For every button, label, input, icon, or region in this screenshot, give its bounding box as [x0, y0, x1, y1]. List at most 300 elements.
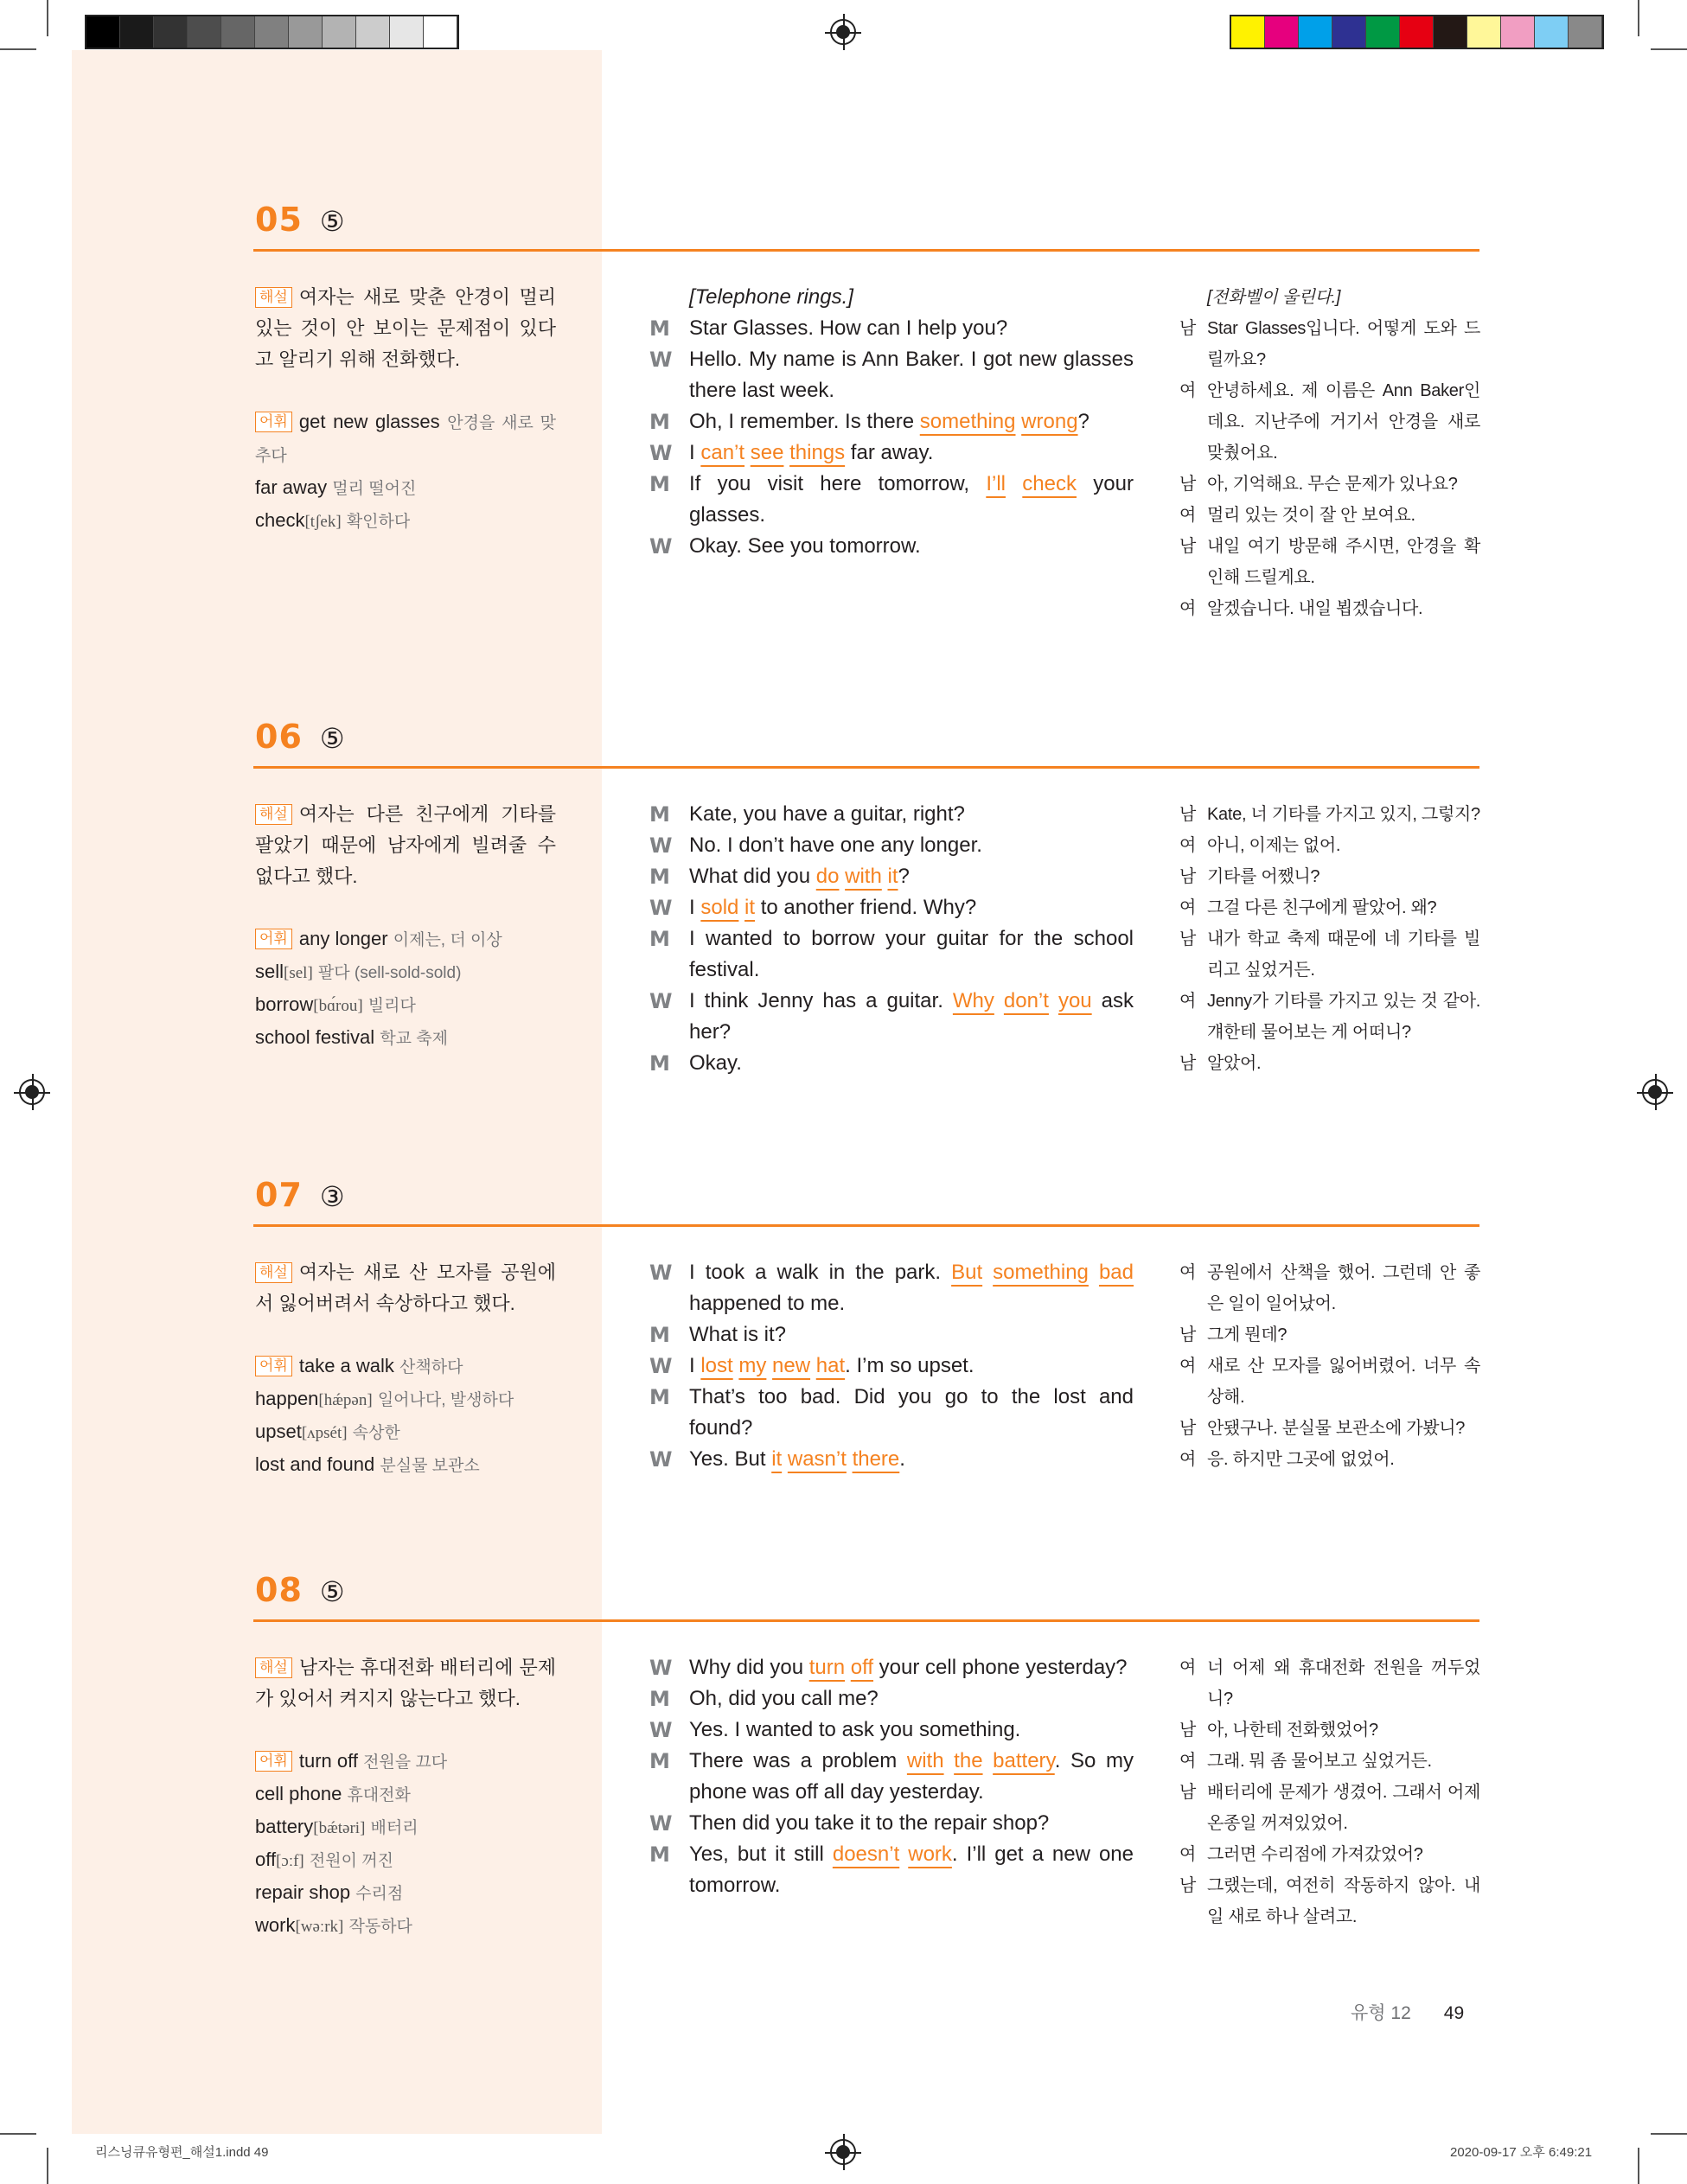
translation-text: 그래. 뭐 좀 물어보고 싶었거든. — [1207, 1752, 1432, 1771]
translation-text: 아, 나한테 전화했었어? — [1207, 1721, 1378, 1740]
translation-line — [1179, 500, 1480, 531]
speaker-label: W — [649, 1261, 673, 1285]
translation-speaker: 여 — [1179, 1450, 1197, 1469]
translation-line — [1179, 1413, 1480, 1444]
speaker-label: W — [649, 441, 673, 465]
speaker-label: M — [649, 316, 670, 341]
dictation-answer: off — [850, 1656, 874, 1679]
dictation-answer: it — [744, 896, 756, 919]
vocab-phonetic: [bɑ́rou] — [313, 997, 363, 1015]
dictation-answer: something — [919, 410, 1016, 433]
vocab-term: any longer — [298, 928, 388, 949]
translation-line — [1179, 282, 1480, 313]
crop-mark — [0, 2133, 36, 2135]
vocab-term: get new glasses — [298, 411, 440, 432]
dictation-answer: can’t — [700, 441, 745, 464]
dictation-answer: with — [906, 1749, 944, 1772]
vocab-meaning: 안경을 새로 맞추다 — [255, 414, 556, 465]
dialogue-fragment — [782, 1447, 788, 1471]
section-divider — [253, 1224, 1479, 1227]
dialogue-line — [649, 282, 1134, 313]
vocab-item — [255, 1910, 556, 1943]
section-divider — [253, 249, 1479, 252]
dialogue-fragment: Oh, I remember. Is there — [689, 410, 920, 433]
dialogue-fragment — [810, 1354, 816, 1377]
dialogue-script — [649, 1652, 1134, 1901]
speaker-label: M — [649, 1749, 670, 1773]
dictation-answer: new — [772, 1354, 811, 1377]
vocab-meaning: 일어나다, 발생하다 — [377, 1391, 514, 1409]
vocab-term: upset — [255, 1421, 302, 1442]
translation-line — [1179, 1839, 1480, 1870]
dictation-answer: lost — [700, 1354, 733, 1377]
translation-speaker: 여 — [1179, 1658, 1197, 1677]
dialogue-text — [689, 1048, 1134, 1079]
speaker-label: M — [649, 1385, 670, 1409]
dialogue-fragment: Yes. But — [689, 1447, 772, 1471]
explanation-tag: 해설 — [255, 1262, 292, 1283]
translation-line — [1179, 313, 1480, 375]
dialogue-fragment: That’s too bad. Did you go to the lost and found? — [689, 1385, 1134, 1440]
vocab-item — [255, 1022, 556, 1055]
vocab-item — [255, 1416, 556, 1449]
vocab-phonetic: [ɔːf] — [276, 1852, 304, 1870]
translation-text: 그게 뭔데? — [1207, 1325, 1288, 1344]
vocab-meaning: 팔다 (sell-sold-sold) — [317, 964, 462, 982]
dictation-answer: my — [738, 1354, 767, 1377]
vocab-meaning: 학교 축제 — [380, 1030, 449, 1048]
dialogue-fragment: I — [689, 1354, 701, 1377]
dictation-answer: hat — [815, 1354, 846, 1377]
dialogue-line — [649, 406, 1134, 437]
crop-mark — [1638, 0, 1639, 36]
dictation-answer: check — [1022, 472, 1077, 495]
dialogue-fragment: Kate, you have a guitar, right? — [689, 802, 965, 826]
translation-text: 기타를 어쨌니? — [1207, 867, 1320, 886]
dialogue-text — [689, 1382, 1134, 1444]
dialogue-line — [649, 1715, 1134, 1746]
explanation-tag: 해설 — [255, 287, 292, 308]
vocab-meaning: 전원을 끄다 — [363, 1753, 448, 1772]
vocabulary-list — [255, 1746, 556, 1943]
translation-speaker: 여 — [1179, 1752, 1197, 1771]
type-label: 유형 12 — [1351, 2003, 1411, 2023]
dialogue-line — [649, 531, 1134, 562]
dialogue-text — [689, 830, 1134, 861]
vocab-term: far away — [255, 476, 328, 498]
translation-speaker: 여 — [1179, 992, 1197, 1011]
translation-speaker: 여 — [1179, 1263, 1197, 1282]
translation-line — [1179, 375, 1480, 469]
dialogue-text — [689, 1808, 1134, 1839]
vocab-meaning: 배터리 — [370, 1819, 419, 1837]
dialogue-text — [689, 1319, 1134, 1351]
translation-text: 안됐구나. 분실물 보관소에 가봤니? — [1207, 1419, 1466, 1438]
dialogue-text — [689, 469, 1134, 531]
explanation-block — [255, 282, 556, 538]
dialogue-fragment — [845, 1656, 851, 1679]
speaker-label: M — [649, 410, 670, 434]
crop-mark — [0, 48, 36, 50]
dictation-answer: something — [993, 1261, 1089, 1284]
crop-mark — [1638, 2148, 1639, 2184]
crop-mark — [1651, 2133, 1687, 2135]
translation-line — [1179, 923, 1480, 986]
dialogue-line — [649, 799, 1134, 830]
vocab-phonetic: [wəːrk] — [295, 1918, 344, 1936]
translation-text: Jenny가 기타를 가지고 있는 것 같아. 걔한테 물어보는 게 어떠니? — [1207, 992, 1480, 1042]
explanation-block — [255, 1257, 556, 1482]
explanation-text: 남자는 휴대전화 배터리에 문제가 있어서 켜지지 않는다고 했다. — [255, 1657, 556, 1709]
dialogue-line — [649, 1683, 1134, 1715]
vocab-term: school festival — [255, 1026, 375, 1048]
translation-text: 안녕하세요. 제 이름은 Ann Baker인데요. 지난주에 거기서 안경을 새로 맞췄어요. — [1207, 381, 1480, 463]
translation-speaker: 남 — [1179, 1783, 1197, 1802]
registration-mark-icon — [830, 2139, 856, 2165]
dialogue-fragment: There was a problem — [689, 1749, 907, 1772]
translation-speaker: 남 — [1179, 929, 1197, 948]
translation-line — [1179, 892, 1480, 923]
vocab-item — [255, 1746, 556, 1778]
dialogue-fragment: . I’m so upset. — [845, 1354, 974, 1377]
korean-translation — [1179, 799, 1480, 1079]
korean-translation — [1179, 1257, 1480, 1475]
translation-line — [1179, 1870, 1480, 1932]
answer-choice: ⑤ — [319, 1575, 345, 1608]
question-number: 06 — [255, 718, 303, 756]
section-divider — [253, 766, 1479, 769]
vocab-meaning: 속상한 — [352, 1424, 400, 1442]
vocab-meaning: 이제는, 더 이상 — [393, 931, 502, 949]
translation-line — [1179, 1777, 1480, 1839]
dictation-answer: wasn’t — [787, 1447, 847, 1471]
dialogue-fragment: . — [899, 1447, 905, 1471]
speaker-label: W — [649, 1447, 673, 1472]
dictation-answer: things — [789, 441, 846, 464]
speaker-label — [649, 282, 689, 313]
vocab-item — [255, 1383, 556, 1416]
section-header — [255, 1176, 345, 1214]
page-folio — [1351, 1999, 1464, 2025]
slug-file-info: 리스닝큐유형편_해설1.indd 49 — [95, 2145, 269, 2160]
dialogue-fragment: I wanted to borrow your guitar for the school festival. — [689, 927, 1134, 981]
explanation-tag: 해설 — [255, 1657, 292, 1678]
dialogue-text — [689, 861, 1134, 892]
dialogue-text — [689, 406, 1134, 437]
dictation-answer: don’t — [1003, 989, 1049, 1012]
translation-speaker: 남 — [1179, 1721, 1197, 1740]
dictation-answer: with — [845, 865, 882, 888]
dictation-answer: the — [954, 1749, 983, 1772]
dictation-answer: Why — [952, 989, 994, 1012]
dialogue-line — [649, 830, 1134, 861]
dialogue-fragment: Okay. See you tomorrow. — [689, 534, 921, 558]
vocab-term: work — [255, 1914, 296, 1936]
translation-text: 내일 여기 방문해 주시면, 안경을 확인해 드릴게요. — [1207, 537, 1480, 587]
dialogue-line — [649, 1808, 1134, 1839]
speaker-label: W — [649, 1718, 673, 1742]
speaker-label: M — [649, 1323, 670, 1347]
korean-translation — [1179, 1652, 1480, 1932]
dialogue-fragment: I — [689, 896, 701, 919]
crop-mark — [1651, 48, 1687, 50]
translation-line — [1179, 1444, 1480, 1475]
dialogue-fragment: I — [689, 441, 701, 464]
section-header — [255, 1571, 345, 1609]
explanation-paragraph — [255, 282, 556, 375]
translation-text: 너 어제 왜 휴대전화 전원을 꺼두었니? — [1207, 1658, 1480, 1708]
dialogue-fragment: your glasses. — [689, 472, 1134, 527]
translation-speaker: 여 — [1179, 898, 1197, 917]
dictation-answer: there — [852, 1447, 900, 1471]
dictation-answer: it — [771, 1447, 783, 1471]
translation-text: 아, 기억해요. 무슨 문제가 있나요? — [1207, 475, 1458, 494]
speaker-label: W — [649, 1354, 673, 1378]
speaker-label: M — [649, 1051, 670, 1076]
answer-choice: ⑤ — [319, 205, 345, 238]
vocabulary-list — [255, 406, 556, 538]
dialogue-text — [689, 1839, 1134, 1901]
vocab-meaning: 전원이 꺼진 — [309, 1852, 393, 1870]
speaker-label: W — [649, 534, 673, 559]
dialogue-line — [649, 1746, 1134, 1808]
vocab-item — [255, 406, 556, 472]
vocab-item — [255, 1844, 556, 1877]
vocab-phonetic: [ʌpsét] — [301, 1424, 348, 1442]
vocab-term: check — [255, 509, 305, 531]
section-divider — [253, 1619, 1479, 1622]
vocab-meaning: 확인하다 — [346, 513, 411, 531]
question-number: 07 — [255, 1176, 303, 1214]
vocab-item — [255, 1449, 556, 1482]
dictation-answer: see — [750, 441, 784, 464]
translation-text: 멀리 있는 것이 잘 안 보여요. — [1207, 506, 1415, 525]
dictation-answer: doesn’t — [832, 1842, 900, 1866]
dialogue-script — [649, 282, 1134, 562]
speaker-label: M — [649, 802, 670, 827]
dialogue-line — [649, 437, 1134, 469]
dialogue-line — [649, 1257, 1134, 1319]
registration-mark-icon — [1642, 1079, 1668, 1105]
explanation-paragraph — [255, 799, 556, 892]
dialogue-fragment — [744, 441, 751, 464]
translation-line — [1179, 1746, 1480, 1777]
dialogue-fragment: to another friend. Why? — [755, 896, 977, 919]
translation-text: 아니, 이제는 없어. — [1207, 836, 1341, 855]
dialogue-fragment — [1089, 1261, 1099, 1284]
translation-line — [1179, 469, 1480, 500]
translation-line — [1179, 1048, 1480, 1079]
speaker-label: M — [649, 865, 670, 889]
translation-text: Star Glasses입니다. 어떻게 도와 드릴까요? — [1207, 319, 1480, 369]
vocab-item — [255, 505, 556, 538]
explanation-text: 여자는 다른 친구에게 기타를 팔았기 때문에 남자에게 빌려줄 수 없다고 했다. — [255, 803, 556, 887]
translation-line — [1179, 1652, 1480, 1715]
question-number: 05 — [255, 201, 303, 239]
vocab-phonetic: [tʃek] — [304, 513, 342, 531]
speaker-label: W — [649, 989, 673, 1013]
dialogue-line — [649, 1444, 1134, 1475]
vocab-meaning: 빌리다 — [367, 997, 416, 1015]
translation-text: 공원에서 산책을 했어. 그런데 안 좋은 일이 일어났어. — [1207, 1263, 1480, 1313]
vocab-term: lost and found — [255, 1453, 375, 1475]
translation-line — [1179, 1715, 1480, 1746]
vocabulary-tag: 어휘 — [255, 929, 292, 949]
dialogue-text — [689, 923, 1134, 986]
vocab-meaning: 수리점 — [355, 1885, 404, 1903]
dialogue-fragment: Then did you take it to the repair shop? — [689, 1811, 1050, 1835]
dialogue-text — [689, 1444, 1134, 1475]
speaker-label: W — [649, 833, 673, 858]
translation-text: 알겠습니다. 내일 뵙겠습니다. — [1207, 599, 1423, 618]
dialogue-script — [649, 1257, 1134, 1475]
dialogue-text — [689, 437, 1134, 469]
translation-line — [1179, 1257, 1480, 1319]
registration-mark-icon — [830, 19, 856, 45]
vocab-item — [255, 472, 556, 505]
translation-speaker: 남 — [1179, 475, 1197, 494]
vocab-phonetic: [sel] — [284, 964, 313, 982]
dialogue-fragment — [899, 1842, 908, 1866]
dictation-answer: But — [951, 1261, 983, 1284]
dialogue-line — [649, 1382, 1134, 1444]
dialogue-line — [649, 1839, 1134, 1901]
translation-text: 그랬는데, 여전히 작동하지 않아. 내일 새로 하나 살려고. — [1207, 1876, 1480, 1926]
translation-speaker — [1179, 282, 1207, 313]
explanation-block — [255, 1652, 556, 1943]
dialogue-fragment: I think Jenny has a guitar. — [689, 989, 953, 1012]
dialogue-fragment: far away. — [845, 441, 934, 464]
dialogue-text — [689, 1257, 1134, 1319]
dialogue-fragment: Yes. I wanted to ask you something. — [689, 1718, 1021, 1741]
vocab-term: repair shop — [255, 1881, 351, 1903]
vocabulary-tag: 어휘 — [255, 1356, 292, 1376]
vocab-meaning: 멀리 떨어진 — [332, 480, 417, 498]
explanation-text: 여자는 새로 산 모자를 공원에서 잃어버려서 속상하다고 했다. — [255, 1261, 556, 1314]
dialogue-text — [689, 1351, 1134, 1382]
dialogue-fragment — [1006, 472, 1022, 495]
dialogue-fragment — [994, 989, 1004, 1012]
dialogue-fragment: . I’ll get a new one tomorrow. — [689, 1842, 1134, 1897]
translation-line — [1179, 531, 1480, 593]
dialogue-text — [689, 282, 1134, 313]
vocab-term: sell — [255, 961, 284, 982]
speaker-label: W — [649, 1811, 673, 1836]
dialogue-fragment: Hello. My name is Ann Baker. I got new glasses there last week. — [689, 348, 1134, 402]
vocabulary-list — [255, 1351, 556, 1482]
translation-text: 알았어. — [1207, 1054, 1262, 1073]
explanation-text: 여자는 새로 맞춘 안경이 멀리 있는 것이 안 보이는 문제점이 있다고 알리기 위해 전화했다. — [255, 286, 556, 370]
translation-text: 내가 학교 축제 때문에 네 기타를 빌리고 싶었거든. — [1207, 929, 1480, 980]
speaker-label: W — [649, 1656, 673, 1680]
translation-speaker: 여 — [1179, 506, 1197, 525]
translation-speaker: 남 — [1179, 537, 1197, 556]
dialogue-text — [689, 1683, 1134, 1715]
dialogue-fragment: I took a walk in the park. — [689, 1261, 952, 1284]
vocab-meaning: 작동하다 — [348, 1918, 412, 1936]
translation-text: Kate, 너 기타를 가지고 있지, 그렇지? — [1207, 805, 1480, 824]
translation-speaker: 남 — [1179, 867, 1197, 886]
dialogue-fragment: If you visit here tomorrow, — [689, 472, 987, 495]
answer-choice: ⑤ — [319, 722, 345, 755]
speaker-label: M — [649, 472, 670, 496]
dialogue-fragment: ? — [1077, 410, 1090, 433]
crop-mark — [47, 2148, 48, 2184]
dialogue-line — [649, 1652, 1134, 1683]
speaker-label: M — [649, 927, 670, 951]
translation-speaker: 여 — [1179, 381, 1197, 400]
vocab-meaning: 산책하다 — [399, 1358, 463, 1376]
vocab-item — [255, 1778, 556, 1811]
vocab-item — [255, 1811, 556, 1844]
dialogue-script — [649, 799, 1134, 1079]
translation-text: 그러면 수리점에 가져갔었어? — [1207, 1845, 1423, 1864]
dictation-answer: turn — [808, 1656, 846, 1679]
dialogue-fragment — [847, 1447, 853, 1471]
dictation-answer: I’ll — [986, 472, 1006, 495]
dialogue-text — [689, 1746, 1134, 1808]
dialogue-fragment: . So my phone was off all day yesterday. — [689, 1749, 1134, 1804]
dialogue-line — [649, 1319, 1134, 1351]
dictation-answer: it — [887, 865, 898, 888]
translation-speaker: 여 — [1179, 1357, 1197, 1376]
dialogue-fragment — [983, 1749, 994, 1772]
vocab-item — [255, 989, 556, 1022]
vocab-meaning: 휴대전화 — [347, 1786, 411, 1804]
dialogue-line — [649, 986, 1134, 1048]
dictation-answer: you — [1058, 989, 1092, 1012]
dialogue-line — [649, 1351, 1134, 1382]
vocab-item — [255, 1351, 556, 1383]
vocabulary-list — [255, 923, 556, 1055]
vocab-term: off — [255, 1849, 277, 1870]
translation-speaker: 여 — [1179, 836, 1197, 855]
process-color-bar — [1230, 15, 1604, 49]
vocab-term: battery — [255, 1816, 314, 1837]
vocab-term: take a walk — [298, 1355, 394, 1376]
slug-timestamp: 2020-09-17 오후 6:49:21 — [1450, 2145, 1593, 2160]
dictation-answer: work — [908, 1842, 952, 1866]
section-header — [255, 718, 345, 756]
translation-speaker: 남 — [1179, 319, 1197, 338]
dialogue-fragment: Star Glasses. How can I help you? — [689, 316, 1008, 340]
dialogue-text — [689, 1715, 1134, 1746]
dialogue-line — [649, 344, 1134, 406]
translation-line — [1179, 861, 1480, 892]
dialogue-line — [649, 1048, 1134, 1079]
vocab-term: happen — [255, 1388, 319, 1409]
translation-line — [1179, 830, 1480, 861]
dialogue-text — [689, 892, 1134, 923]
vocabulary-tag: 어휘 — [255, 1751, 292, 1772]
translation-speaker: 남 — [1179, 1419, 1197, 1438]
crop-mark — [47, 0, 48, 36]
page-number: 49 — [1443, 2003, 1465, 2023]
explanation-paragraph — [255, 1257, 556, 1319]
dialogue-fragment — [982, 1261, 993, 1284]
dialogue-fragment — [1049, 989, 1058, 1012]
dialogue-text — [689, 799, 1134, 830]
dictation-answer: sold — [700, 896, 739, 919]
dialogue-text — [689, 313, 1134, 344]
dialogue-fragment: No. I don’t have one any longer. — [689, 833, 982, 857]
dialogue-text — [689, 344, 1134, 406]
vocab-term: borrow — [255, 993, 314, 1015]
vocab-phonetic: [bǽtəri] — [313, 1819, 366, 1837]
dialogue-fragment: Why did you — [689, 1656, 809, 1679]
vocab-item — [255, 923, 556, 956]
translation-line — [1179, 593, 1480, 624]
